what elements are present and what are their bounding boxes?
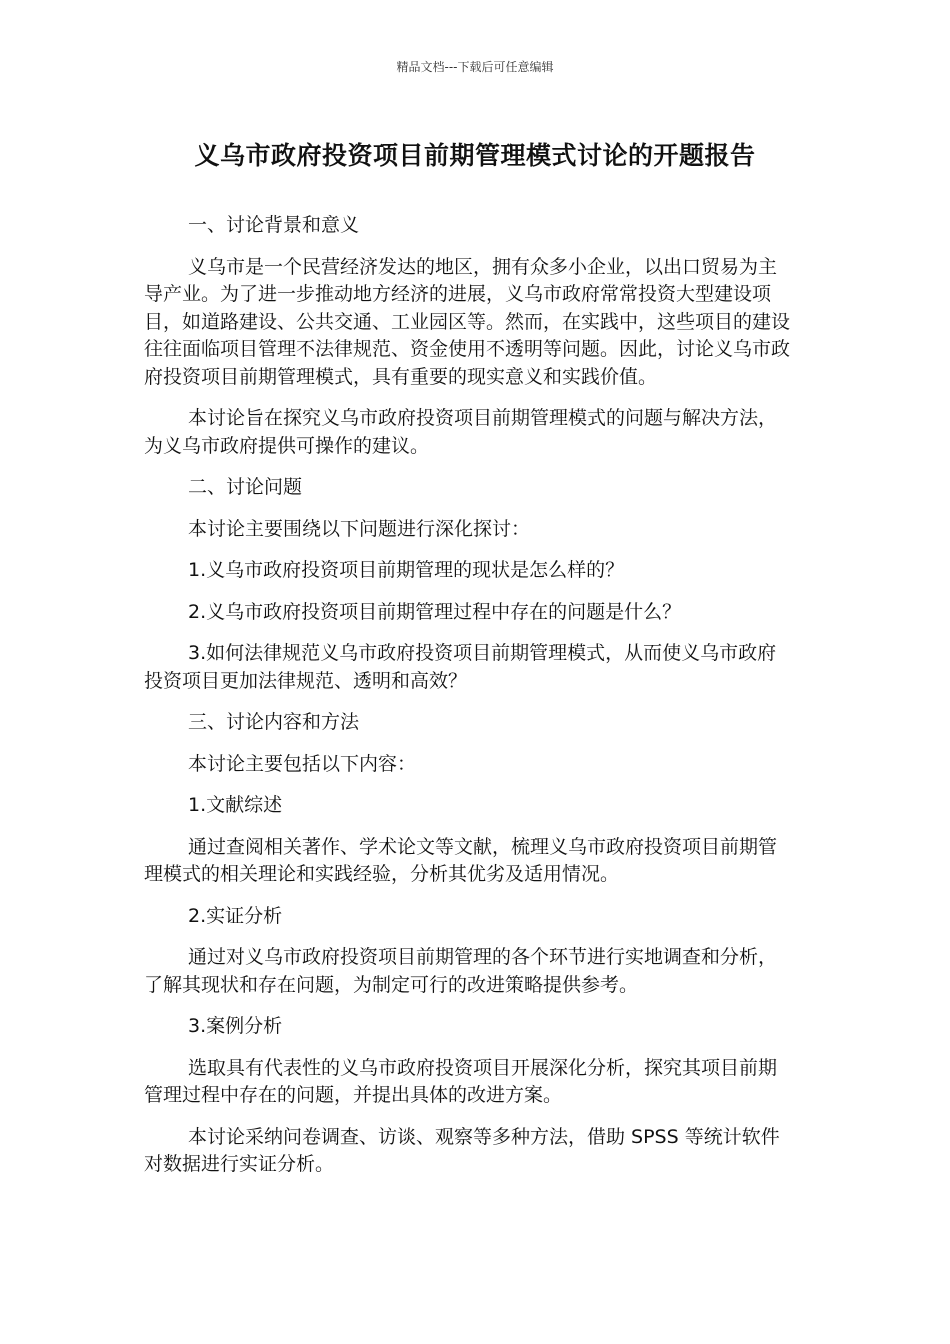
question-item-3: 3.如何法律规范义乌市政府投资项目前期管理模式，从而使义乌市政府投资项目更加法律规范、透明和高效？ xyxy=(144,642,777,692)
paragraph-empirical: 通过对义乌市政府投资项目前期管理的各个环节进行实地调查和分析，了解其现状和存在问题，为制定可行的改进策略提供参考。 xyxy=(144,946,778,996)
section-heading-background: 一、讨论背景和意义 xyxy=(188,214,360,236)
section-heading-questions: 二、讨论问题 xyxy=(188,476,303,498)
question-item-2: 2.义乌市政府投资项目前期管理过程中存在的问题是什么？ xyxy=(188,600,682,623)
paragraph-literature: 通过查阅相关著作、学术论文等文献，梳理义乌市政府投资项目前期管理模式的相关理论和实践经验，分析其优劣及适用情况。 xyxy=(144,835,778,885)
paragraph-questions-intro: 本讨论主要围绕以下问题进行深化探讨： xyxy=(188,517,531,540)
paragraph-case: 选取具有代表性的义乌市政府投资项目开展深化分析，探究其项目前期管理过程中存在的问题，并提出具体的改进方案。 xyxy=(144,1056,778,1106)
document-title: 义乌市政府投资项目前期管理模式讨论的开题报告 xyxy=(194,141,756,170)
method-heading-case: 3.案例分析 xyxy=(188,1015,283,1037)
header-note: 精品文档---下载后可任意编辑 xyxy=(396,60,554,74)
paragraph-purpose: 本讨论旨在探究义乌市政府投资项目前期管理模式的问题与解决方法，为义乌市政府提供可操作的建议。 xyxy=(144,407,778,457)
paragraph-methods-intro: 本讨论主要包括以下内容： xyxy=(188,752,417,775)
section-heading-methods: 三、讨论内容和方法 xyxy=(188,711,360,733)
paragraph-background: 义乌市是一个民营经济发达的地区，拥有众多小企业，以出口贸易为主导产业。为了进一步推动地方经济的进展，义乌市政府常常投资大型建设项目，如道路建设、公共交通、工业园区等。然而，在实践中，这些项目的建设往往面临项目管理不法律规范、资金使用不透明等问题。因此，讨论义乌市政府投资项目前期管理模式，具有重要的现实意义和实践价值。 xyxy=(144,255,791,388)
question-item-1: 1.义乌市政府投资项目前期管理的现状是怎么样的？ xyxy=(188,559,625,581)
method-heading-literature: 1.文献综述 xyxy=(188,794,283,816)
paragraph-approach: 本讨论采纳问卷调查、访谈、观察等多种方法，借助 SPSS 等统计软件对数据进行实证分析。 xyxy=(144,1125,780,1175)
method-heading-empirical: 2.实证分析 xyxy=(188,904,283,927)
document-body xyxy=(144,212,794,1193)
